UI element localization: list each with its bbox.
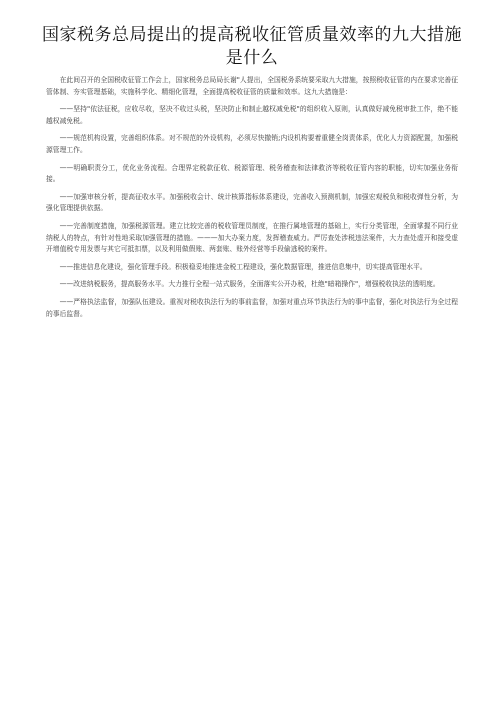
document-body — [46, 75, 458, 326]
paragraph-measure: ——坚持"依法征税，应收尽收，坚决不收过头税，坚决防止和制止越权减免税"的组织收入原则，认真做好减免税审批工作，绝不能越权减免税。 — [46, 105, 458, 125]
paragraph-measure: ——规范机构设置，完善组织体系。对不规范的外设机构，必须尽快撤销;内设机构要着重健全岗责体系，优化人力资源配置，加强税源管理工作。 — [46, 134, 458, 154]
document-title: 国家税务总局提出的提高税收征管质量效率的九大措施是什么 — [42, 25, 462, 68]
paragraph-measure: ——明确职责分工，优化业务流程。合理界定税款征收、税源管理、税务稽查和法律救济等税收征管内容的职能，切实加强业务衔接。 — [46, 163, 458, 184]
paragraph-measure: ——完善制度措施，加强税源管理。建立比较完善的税收管理员制度，在推行属地管理的基础上，实行分类管理，全面掌握不同行业纳税人的特点，有针对性地采取加强管理的措施。———加大办案力度，发挥稽查威力。严厉查处涉税违法案件，大力查处虚开和接受虚开增值税专用发票与其它可抵扣票，以及利用做假账、两套账、账外经营等手段偷逃税的案件。 — [46, 221, 458, 254]
paragraph-intro: 在此间召开的全国税收征管工作会上，国家税务总局局长谢"人提出，全国税务系统要采取九大措施，按照税收征管的内在要求完善征管体制、夯实管理基础，实施科学化、精细化管理，全面提高税收征管的质量和效率。这九大措施是： — [46, 76, 458, 96]
paragraph-measure: ——推进信息化建设，强化管理手段。积极稳妥地推进金税工程建设，强化数据管理，推进信息集中，切实提高管理水平。 — [59, 262, 427, 271]
paragraph-measure: ——改进纳税服务，提高服务水平。大力推行全程一站式服务，全面落实公开办税，杜绝"暗箱操作"，增强税收执法的透明度。 — [59, 280, 440, 289]
paragraph-measure: ——加强审核分析，提高征收水平。加强税收会计、统计核算指标体系建设，完善收入预测机制，加强宏观税负和税收弹性分析，为强化管理提供依据。 — [46, 192, 458, 213]
paragraph-measure: ——严格执法监督，加强队伍建设。重视对税收执法行为的事前监督，加强对重点环节执法行为的事中监督，强化对执法行为全过程的事后监督。 — [46, 297, 458, 318]
